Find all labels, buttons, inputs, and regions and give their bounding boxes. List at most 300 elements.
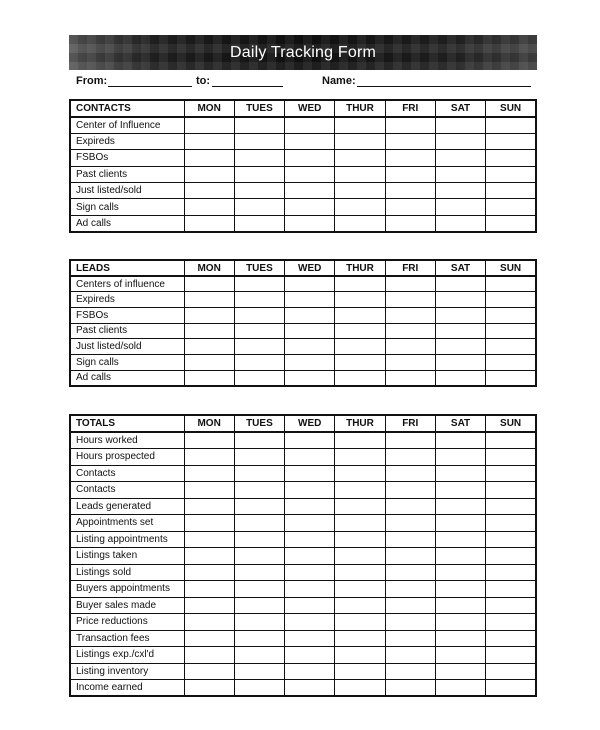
entry-cell[interactable] [184,515,234,532]
entry-cell[interactable] [385,597,435,614]
entry-cell[interactable] [184,581,234,598]
entry-cell[interactable] [285,323,335,339]
entry-cell[interactable] [234,183,284,199]
header-fields [76,72,538,92]
row-label: Hours worked [70,432,184,449]
entry-cell[interactable] [285,370,335,386]
entry-cell[interactable] [234,354,284,370]
row-label: Ad calls [70,215,184,231]
row-label: Past clients [70,323,184,339]
entry-cell[interactable] [234,482,284,499]
entry-cell[interactable] [234,215,284,231]
entry-cell[interactable] [385,449,435,466]
row-label: Centers of influence [70,276,184,292]
row-label: Hours prospected [70,449,184,466]
day-header: TUES [234,415,284,432]
entry-cell[interactable] [435,339,485,355]
entry-cell[interactable] [385,515,435,532]
entry-cell[interactable] [335,292,385,308]
table-row [70,465,536,482]
entry-cell[interactable] [385,564,435,581]
entry-cell[interactable] [486,370,536,386]
entry-cell[interactable] [385,354,435,370]
entry-cell[interactable] [486,548,536,565]
entry-cell[interactable] [486,515,536,532]
entry-cell[interactable] [234,370,284,386]
entry-cell[interactable] [435,117,485,133]
day-header: MON [184,260,234,276]
entry-cell[interactable] [285,133,335,149]
table-row [70,564,536,581]
entry-cell[interactable] [435,630,485,647]
table-row [70,276,536,292]
entry-cell[interactable] [184,307,234,323]
entry-cell[interactable] [184,150,234,166]
day-header: SUN [486,415,536,432]
section-heading: CONTACTS [70,100,184,117]
entry-cell[interactable] [234,630,284,647]
entry-cell[interactable] [335,482,385,499]
entry-cell[interactable] [335,597,385,614]
entry-cell[interactable] [184,663,234,680]
day-header: MON [184,415,234,432]
table-row [70,117,536,133]
entry-cell[interactable] [285,150,335,166]
entry-cell[interactable] [335,133,385,149]
header-row [70,415,536,432]
entry-cell[interactable] [285,531,335,548]
entry-cell[interactable] [234,339,284,355]
table-row [70,498,536,515]
entry-cell[interactable] [435,370,485,386]
entry-cell[interactable] [385,432,435,449]
row-label: Leads generated [70,498,184,515]
entry-cell[interactable] [486,680,536,697]
entry-cell[interactable] [234,663,284,680]
entry-cell[interactable] [435,531,485,548]
entry-cell[interactable] [234,323,284,339]
entry-cell[interactable] [234,465,284,482]
entry-cell[interactable] [285,432,335,449]
entry-cell[interactable] [486,276,536,292]
table-row [70,581,536,598]
table-row [70,370,536,386]
entry-cell[interactable] [285,292,335,308]
totals-table [69,414,537,697]
entry-cell[interactable] [435,680,485,697]
entry-cell[interactable] [234,449,284,466]
entry-cell[interactable] [486,663,536,680]
entry-cell[interactable] [435,432,485,449]
entry-cell[interactable] [435,564,485,581]
entry-cell[interactable] [385,307,435,323]
entry-cell[interactable] [486,432,536,449]
entry-cell[interactable] [335,166,385,182]
entry-cell[interactable] [184,133,234,149]
entry-cell[interactable] [486,465,536,482]
entry-cell[interactable] [184,597,234,614]
table-row [70,339,536,355]
table-row [70,663,536,680]
row-label: Listings exp./cxl'd [70,647,184,664]
entry-cell[interactable] [385,133,435,149]
table-row [70,354,536,370]
entry-cell[interactable] [285,581,335,598]
entry-cell[interactable] [385,482,435,499]
day-header: MON [184,100,234,117]
entry-cell[interactable] [184,465,234,482]
row-label: FSBOs [70,307,184,323]
entry-cell[interactable] [486,133,536,149]
day-header: SAT [435,415,485,432]
entry-cell[interactable] [486,323,536,339]
entry-cell[interactable] [285,215,335,231]
entry-cell[interactable] [285,307,335,323]
entry-cell[interactable] [435,150,485,166]
entry-cell[interactable] [335,581,385,598]
day-header: TUES [234,100,284,117]
entry-cell[interactable] [184,449,234,466]
entry-cell[interactable] [486,307,536,323]
entry-cell[interactable] [435,614,485,631]
entry-cell[interactable] [335,215,385,231]
entry-cell[interactable] [486,597,536,614]
entry-cell[interactable] [385,276,435,292]
entry-cell[interactable] [385,647,435,664]
entry-cell[interactable] [285,663,335,680]
entry-cell[interactable] [335,465,385,482]
entry-cell[interactable] [385,663,435,680]
row-label: Price reductions [70,614,184,631]
entry-cell[interactable] [285,515,335,532]
entry-cell[interactable] [385,498,435,515]
entry-cell[interactable] [234,614,284,631]
entry-cell[interactable] [435,449,485,466]
entry-cell[interactable] [234,581,284,598]
row-label: Listings taken [70,548,184,565]
row-label: Past clients [70,166,184,182]
entry-cell[interactable] [335,307,385,323]
entry-cell[interactable] [184,183,234,199]
entry-cell[interactable] [234,647,284,664]
entry-cell[interactable] [435,276,485,292]
day-header: THUR [335,415,385,432]
table-row [70,133,536,149]
contacts-table [69,99,537,233]
entry-cell[interactable] [184,292,234,308]
entry-cell[interactable] [184,370,234,386]
entry-cell[interactable] [486,482,536,499]
entry-cell[interactable] [184,630,234,647]
entry-cell[interactable] [285,564,335,581]
entry-cell[interactable] [435,183,485,199]
table-row [70,183,536,199]
row-label: Just listed/sold [70,183,184,199]
entry-cell[interactable] [285,630,335,647]
entry-cell[interactable] [285,680,335,697]
row-label: Ad calls [70,370,184,386]
entry-cell[interactable] [234,564,284,581]
entry-cell[interactable] [486,647,536,664]
table-row [70,515,536,532]
entry-cell[interactable] [486,630,536,647]
entry-cell[interactable] [486,166,536,182]
entry-cell[interactable] [335,339,385,355]
entry-cell[interactable] [435,581,485,598]
entry-cell[interactable] [184,482,234,499]
table-row [70,215,536,231]
entry-cell[interactable] [285,597,335,614]
entry-cell[interactable] [385,630,435,647]
entry-cell[interactable] [486,581,536,598]
row-label: Center of Influence [70,117,184,133]
entry-cell[interactable] [435,663,485,680]
name-label: Name: [322,75,356,87]
entry-cell[interactable] [184,117,234,133]
entry-cell[interactable] [385,323,435,339]
entry-cell[interactable] [335,647,385,664]
entry-cell[interactable] [335,354,385,370]
entry-cell[interactable] [184,548,234,565]
header-row [70,100,536,117]
entry-cell[interactable] [285,183,335,199]
entry-cell[interactable] [285,449,335,466]
entry-cell[interactable] [234,133,284,149]
entry-cell[interactable] [385,581,435,598]
entry-cell[interactable] [184,354,234,370]
row-label: Income earned [70,680,184,697]
to-label: to: [196,75,211,87]
entry-cell[interactable] [184,614,234,631]
entry-cell[interactable] [335,630,385,647]
table-row [70,307,536,323]
entry-cell[interactable] [435,292,485,308]
entry-cell[interactable] [285,166,335,182]
from-field[interactable] [108,86,192,87]
entry-cell[interactable] [234,117,284,133]
day-header: WED [285,260,335,276]
entry-cell[interactable] [184,199,234,215]
day-header: WED [285,415,335,432]
entry-cell[interactable] [335,548,385,565]
table-row [70,449,536,466]
entry-cell[interactable] [335,663,385,680]
entry-cell[interactable] [435,133,485,149]
entry-cell[interactable] [234,166,284,182]
entry-cell[interactable] [435,482,485,499]
entry-cell[interactable] [285,199,335,215]
entry-cell[interactable] [486,531,536,548]
day-header: SAT [435,260,485,276]
entry-cell[interactable] [435,548,485,565]
entry-cell[interactable] [285,498,335,515]
entry-cell[interactable] [234,432,284,449]
entry-cell[interactable] [335,614,385,631]
form-title: Daily Tracking Form [229,43,377,61]
entry-cell[interactable] [184,680,234,697]
entry-cell[interactable] [335,150,385,166]
entry-cell[interactable] [385,531,435,548]
entry-cell[interactable] [335,680,385,697]
entry-cell[interactable] [335,449,385,466]
entry-cell[interactable] [385,183,435,199]
section-heading: TOTALS [70,415,184,432]
entry-cell[interactable] [184,339,234,355]
table-row [70,292,536,308]
row-label: Buyers appointments [70,581,184,598]
header-row [70,260,536,276]
entry-cell[interactable] [234,597,284,614]
day-header: FRI [385,260,435,276]
entry-cell[interactable] [285,482,335,499]
day-header: THUR [335,100,385,117]
entry-cell[interactable] [184,564,234,581]
entry-cell[interactable] [285,276,335,292]
table-row [70,531,536,548]
entry-cell[interactable] [184,531,234,548]
entry-cell[interactable] [184,323,234,339]
entry-cell[interactable] [486,199,536,215]
row-label: Expireds [70,292,184,308]
entry-cell[interactable] [335,183,385,199]
row-label: FSBOs [70,150,184,166]
entry-cell[interactable] [234,515,284,532]
entry-cell[interactable] [435,465,485,482]
entry-cell[interactable] [435,215,485,231]
entry-cell[interactable] [385,199,435,215]
entry-cell[interactable] [285,354,335,370]
row-label: Contacts [70,465,184,482]
entry-cell[interactable] [285,465,335,482]
entry-cell[interactable] [184,647,234,664]
entry-cell[interactable] [486,354,536,370]
table-row [70,680,536,697]
entry-cell[interactable] [335,432,385,449]
entry-cell[interactable] [335,276,385,292]
table-row [70,432,536,449]
table-row [70,323,536,339]
entry-cell[interactable] [234,548,284,565]
entry-cell[interactable] [335,199,385,215]
entry-cell[interactable] [285,548,335,565]
entry-cell[interactable] [435,515,485,532]
entry-cell[interactable] [184,276,234,292]
entry-cell[interactable] [435,199,485,215]
row-label: Transaction fees [70,630,184,647]
row-label: Appointments set [70,515,184,532]
table-row [70,482,536,499]
table-row [70,647,536,664]
entry-cell[interactable] [184,215,234,231]
entry-cell[interactable] [385,215,435,231]
entry-cell[interactable] [385,292,435,308]
day-header: FRI [385,100,435,117]
entry-cell[interactable] [385,117,435,133]
entry-cell[interactable] [285,339,335,355]
day-header: SUN [486,260,536,276]
entry-cell[interactable] [335,370,385,386]
entry-cell[interactable] [335,531,385,548]
row-label: Just listed/sold [70,339,184,355]
entry-cell[interactable] [435,597,485,614]
entry-cell[interactable] [385,465,435,482]
day-header: FRI [385,415,435,432]
entry-cell[interactable] [385,548,435,565]
entry-cell[interactable] [234,531,284,548]
entry-cell[interactable] [234,498,284,515]
entry-cell[interactable] [184,498,234,515]
entry-cell[interactable] [435,498,485,515]
entry-cell[interactable] [486,150,536,166]
entry-cell[interactable] [234,150,284,166]
entry-cell[interactable] [435,354,485,370]
row-label: Listing inventory [70,663,184,680]
to-field[interactable] [212,86,283,87]
entry-cell[interactable] [335,564,385,581]
row-label: Buyer sales made [70,597,184,614]
entry-cell[interactable] [234,199,284,215]
row-label: Listings sold [70,564,184,581]
from-label: From: [76,75,108,87]
entry-cell[interactable] [335,498,385,515]
entry-cell[interactable] [486,215,536,231]
leads-table [69,259,537,387]
row-label: Listing appointments [70,531,184,548]
entry-cell[interactable] [234,276,284,292]
row-label: Sign calls [70,354,184,370]
day-header: SAT [435,100,485,117]
entry-cell[interactable] [285,614,335,631]
row-label: Contacts [70,482,184,499]
entry-cell[interactable] [435,307,485,323]
entry-cell[interactable] [184,432,234,449]
entry-cell[interactable] [435,166,485,182]
title-banner [69,35,537,70]
entry-cell[interactable] [385,339,435,355]
entry-cell[interactable] [385,166,435,182]
entry-cell[interactable] [486,339,536,355]
day-header: TUES [234,260,284,276]
entry-cell[interactable] [486,292,536,308]
entry-cell[interactable] [385,150,435,166]
entry-cell[interactable] [486,564,536,581]
entry-cell[interactable] [486,614,536,631]
table-row [70,166,536,182]
entry-cell[interactable] [385,614,435,631]
entry-cell[interactable] [335,323,385,339]
entry-cell[interactable] [385,370,435,386]
entry-cell[interactable] [285,117,335,133]
entry-cell[interactable] [486,117,536,133]
entry-cell[interactable] [435,323,485,339]
entry-cell[interactable] [184,166,234,182]
entry-cell[interactable] [486,183,536,199]
name-field[interactable] [357,86,531,87]
entry-cell[interactable] [335,515,385,532]
section-heading: LEADS [70,260,184,276]
entry-cell[interactable] [234,680,284,697]
entry-cell[interactable] [385,680,435,697]
entry-cell[interactable] [486,498,536,515]
entry-cell[interactable] [486,449,536,466]
entry-cell[interactable] [335,117,385,133]
entry-cell[interactable] [285,647,335,664]
row-label: Expireds [70,133,184,149]
entry-cell[interactable] [234,307,284,323]
entry-cell[interactable] [234,292,284,308]
entry-cell[interactable] [435,647,485,664]
day-header: THUR [335,260,385,276]
